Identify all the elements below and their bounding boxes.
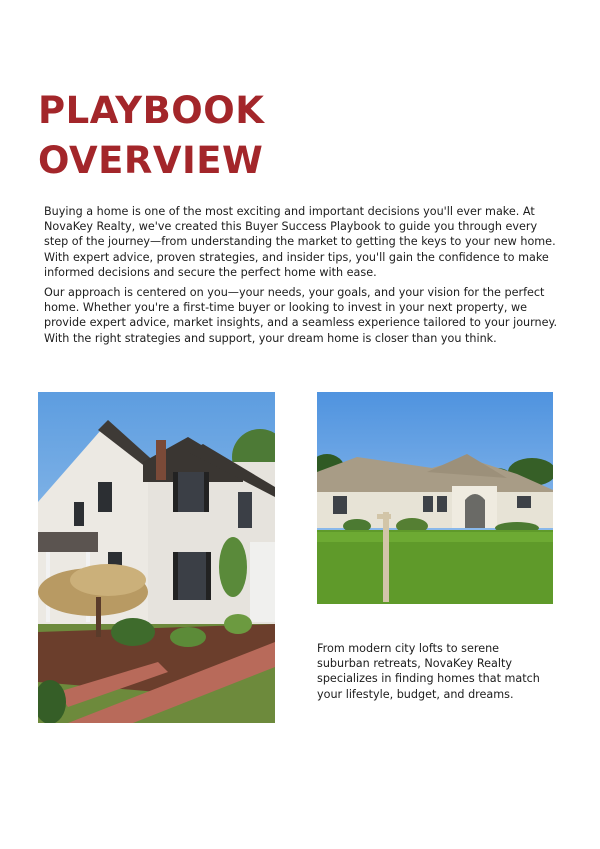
brick-house-photo: [38, 392, 275, 723]
approach-paragraph: Our approach is centered on you—your needs, your goals, and your vision for the perfect home. Whether you're a first-time buyer or looking to invest in your next property, we provide expert advice, market insights, and a seamless experience tailored to your journey. With the right strategies and support, your dream home is closer than you think.: [44, 286, 558, 345]
page-title: [38, 86, 264, 186]
ranch-house-photo: [317, 392, 553, 604]
page-title-line-2: OVERVIEW: [38, 139, 264, 182]
intro-paragraph: Buying a home is one of the most exciting and important decisions you'll ever make. At NovaKey Realty, we've created this Buyer Success Playbook to guide you through every step of the journey—from understanding the market to getting the keys to your new home. With expert advice, proven strategies, and insider tips, you'll gain the confidence to make informed decisions and secure the perfect home with ease.: [44, 205, 556, 279]
page-title-line-1: PLAYBOOK: [38, 89, 265, 132]
photo-caption: From modern city lofts to serene suburban retreats, NovaKey Realty specializes in finding homes that match your lifestyle, budget, and dreams.: [317, 642, 540, 701]
